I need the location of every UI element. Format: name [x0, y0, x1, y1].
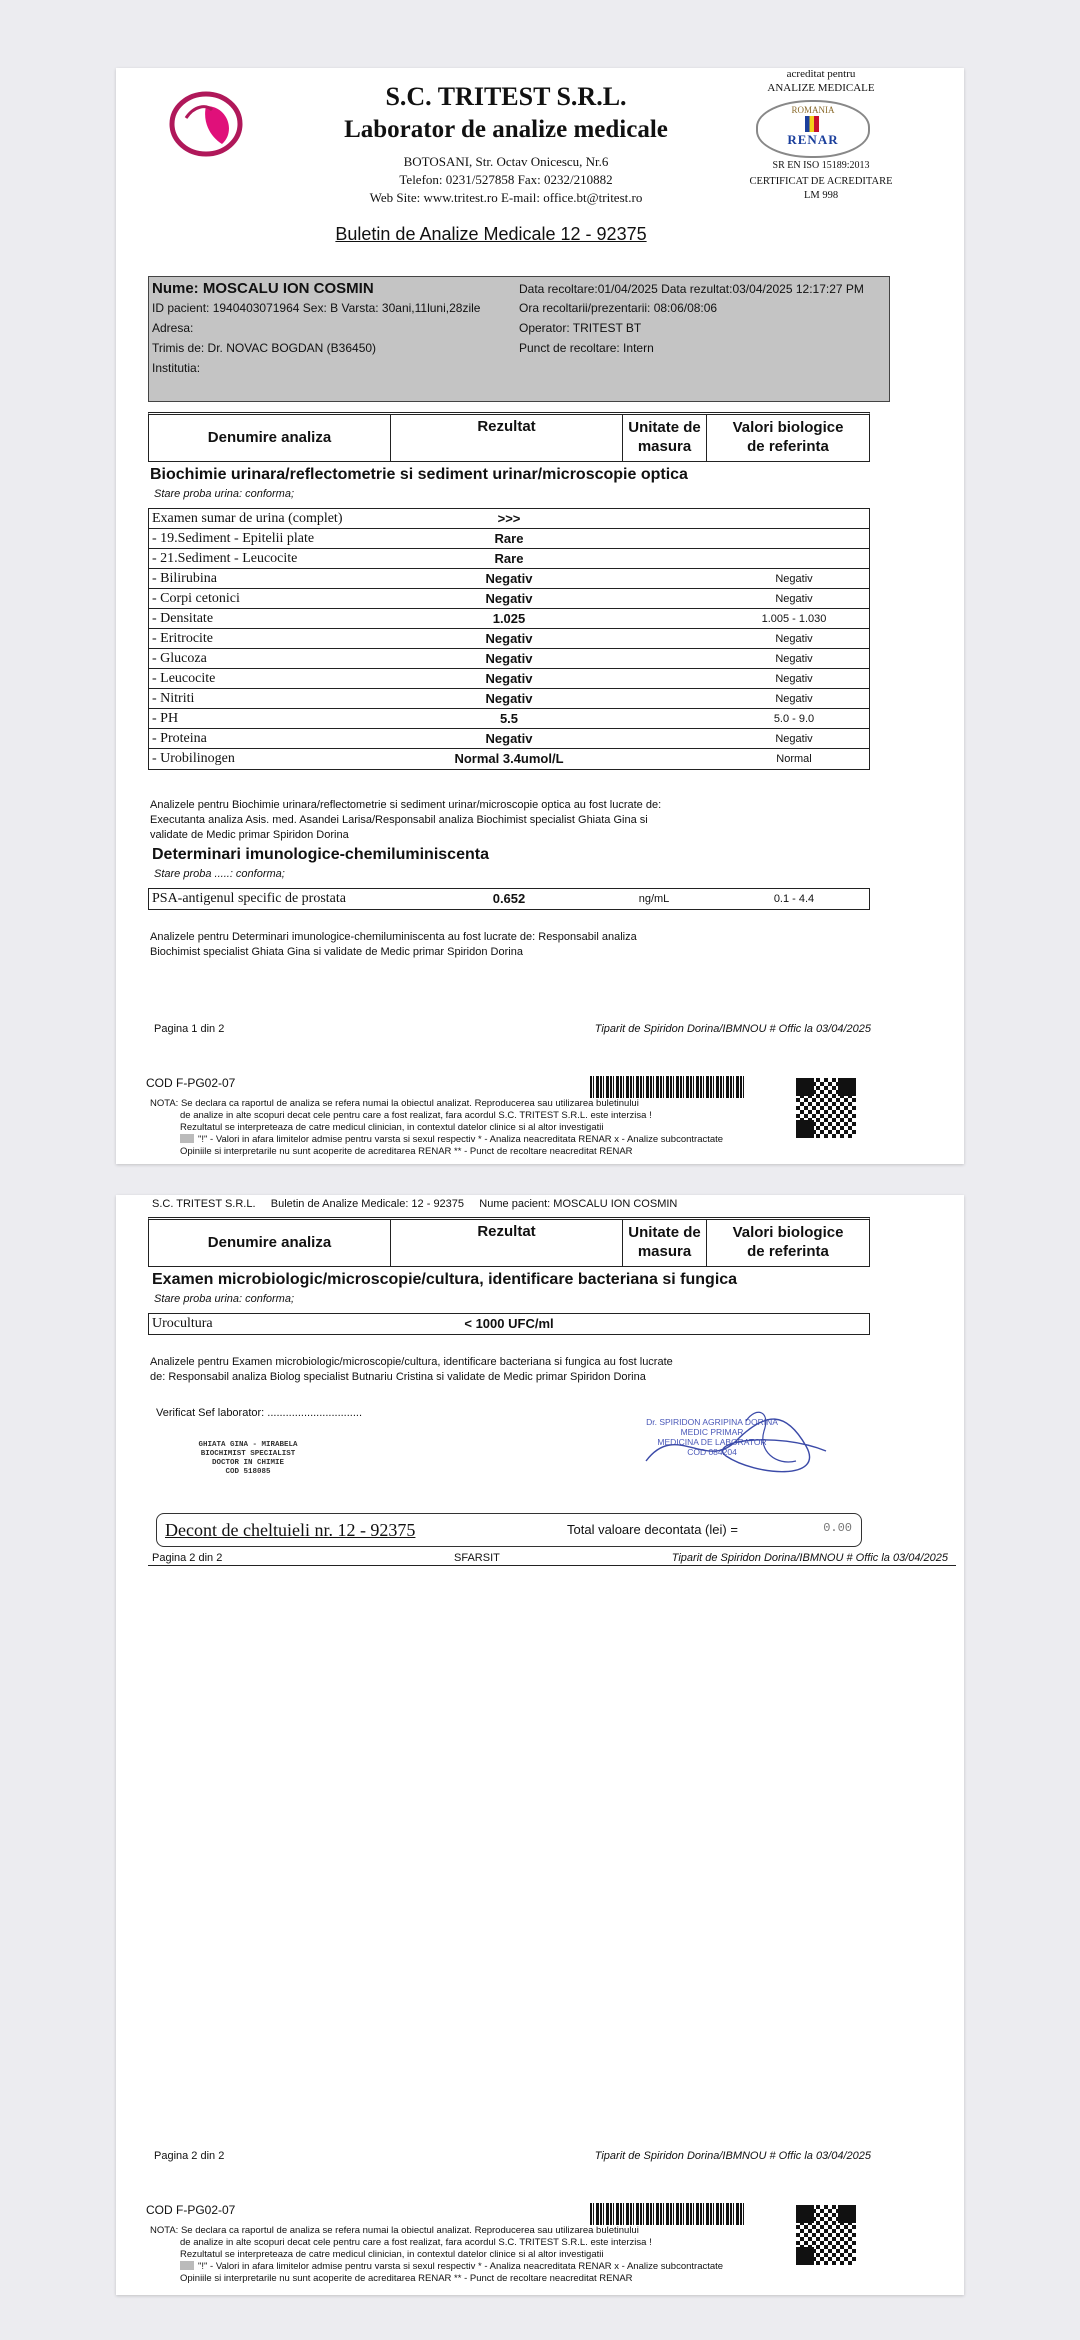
collection-hours: Ora recoltarii/prezentarii: 08:06/08:06 [519, 301, 718, 315]
accreditation-line2: ANALIZE MEDICALE [767, 82, 875, 94]
patient-info-box [148, 276, 890, 402]
lab-name: Laborator de analize medicale [344, 116, 668, 143]
table-row: - 19.Sediment - Epitelii plate Rare [149, 529, 869, 549]
legal-note: NOTA: Se declara ca raportul de analiza se refera numai la obiectul analizat. Reproducerea sau utilizarea buletinului de analize in alte scopuri decat cele pentru care a fost realizat, fara acordul S.C. TRITEST S.R.L. este interzisa ! Rezultatul se interpreteaza de catre medicul clinician, in contextul datelor clinice si al altor investigatii "!" - Valori in afara limitelor admise pentru varsta si sexul respectiv * - Analiza neacreditata RENAR x - Analize subcontractate Opiniile si interpretarile nu sunt acoperite de acreditarea RENAR ** - Punct de recoltare neacreditat RENAR [150, 1098, 724, 1157]
table-row: - Glucoza Negativ Negativ [149, 649, 869, 669]
total-value: 0.00 [823, 1521, 852, 1535]
page2-number-b: Pagina 2 din 2 [154, 2150, 225, 2162]
section1-title: Biochimie urinara/reflectometrie si sediment urinar/microscopie optica [150, 466, 688, 483]
col-result-header: Rezultat [391, 1220, 623, 1266]
accreditation-cert: CERTIFICAT DE ACREDITARE [749, 176, 893, 187]
micro-sample-state: Stare proba urina: conforma; [154, 1293, 295, 1305]
institution: Institutia: [152, 361, 201, 375]
page2-number-a: Pagina 2 din 2 [152, 1552, 223, 1564]
legal-note-p2: NOTA: Se declara ca raportul de analiza se refera numai la obiectul analizat. Reproducerea sau utilizarea buletinului de analize in alte scopuri decat cele pentru care a fost realizat, fara acordul S.C. TRITEST S.R.L. este interzisa ! Rezultatul se interpreteaza de catre medicul clinician, in contextul datelor clinice si al altor investigatii "!" - Valori in afara limitelor admise pentru varsta si sexul respectiv * - Analiza neacreditata RENAR x - Analize subcontractate Opiniile si interpretarile nu sunt acoperite de acreditarea RENAR ** - Punct de recoltare neacreditat RENAR [150, 2225, 724, 2284]
report-page-1 [116, 68, 964, 1164]
collection-point: Punct de recoltare: Intern [519, 341, 654, 355]
barcode-icon [590, 2203, 744, 2225]
patient-id: ID pacient: 1940403071964 Sex: B Varsta: 30ani,11luni,28zile [152, 301, 481, 315]
collection-dates: Data recoltare:01/04/2025 Data rezultat:03/04/2025 12:17:27 PM [519, 282, 864, 296]
table-row: - PH 5.5 5.0 - 9.0 [149, 709, 869, 729]
end-divider [148, 1565, 956, 1566]
section2-sample-state: Stare proba .....: conforma; [154, 868, 285, 880]
accreditation-lm: LM 998 [803, 190, 839, 201]
col-name-header: Denumire analiza [149, 1220, 391, 1266]
table-row: - Proteina Negativ Negativ [149, 729, 869, 749]
biochemist-stamp: GHIATA GINA - MIRABELA BIOCHIMIST SPECIALIST DOCTOR IN CHIMIE COD 518085 [198, 1441, 298, 1476]
patient-address: Adresa: [152, 321, 194, 335]
table-row: - 21.Sediment - Leucocite Rare [149, 549, 869, 569]
verified-by: Verificat Sef laborator: ............................... [156, 1407, 363, 1419]
patient-name: Nume: MOSCALU ION COSMIN [152, 280, 374, 297]
sent-by: Trimis de: Dr. NOVAC BOGDAN (B36450) [152, 341, 377, 355]
expense-statement-box [156, 1513, 862, 1547]
doctor-signature-icon [636, 1401, 836, 1481]
col-ref-header: Valori biologice de referinta [732, 1224, 844, 1260]
table-row: Urocultura < 1000 UFC/ml [152, 1316, 554, 1331]
table-row: - Urobilinogen Normal 3.4umol/L Normal [152, 751, 812, 766]
out-of-range-swatch [180, 1134, 194, 1143]
micro-section-title: Examen microbiologic/microscopie/cultura, identificare bacteriana si fungica [152, 1271, 738, 1288]
renar-country: ROMANIA [791, 105, 835, 115]
tritest-logo-icon [166, 88, 246, 160]
page1-printed-by: Tiparit de Spiridon Dorina/IBMNOU # Offic la 03/04/2025 [594, 1023, 871, 1035]
col-unit-header: Unitate de masura [623, 1220, 707, 1266]
page2-printed-by-a: Tiparit de Spiridon Dorina/IBMNOU # Offic la 03/04/2025 [671, 1552, 948, 1564]
end-marker: SFARSIT [454, 1552, 500, 1564]
qr-code-icon [794, 1076, 858, 1140]
urine-results-table [148, 508, 870, 770]
results-table-header [148, 412, 870, 462]
romania-crest-icon [805, 116, 819, 132]
section2-note: Analizele pentru Determinari imunologice-chemiluminiscenta au fost lucrate de: Responsabil analiza Biochimist specialist Ghiata Gina si validate de Medic primar Spiridon Dorina [150, 931, 637, 958]
micro-note: Analizele pentru Examen microbiologic/microscopie/cultura, identificare bacteriana si fungica au fost lucrate de: Responsabil analiza Biolog specialist Butnariu Cristina si validate de Medic primar Spiridon Dorina [150, 1356, 673, 1383]
col-result-header: Rezultat [391, 415, 623, 461]
lab-phone: Telefon: 0231/527858 Fax: 0232/210882 [399, 172, 613, 187]
renar-logo [756, 100, 870, 158]
table-row: - Nitriti Negativ Negativ [149, 689, 869, 709]
page1-number: Pagina 1 din 2 [154, 1023, 225, 1035]
expense-statement-label: Decont de cheltuieli nr. 12 - 92375 [165, 1520, 416, 1540]
total-label: Total valoare decontata (lei) = [567, 1522, 738, 1537]
immunology-results-table [148, 888, 870, 910]
page2-printed-by-b: Tiparit de Spiridon Dorina/IBMNOU # Offic la 03/04/2025 [594, 2150, 871, 2162]
report-page-2 [116, 1195, 964, 2295]
col-ref-header: Valori biologice de referinta [732, 419, 844, 455]
out-of-range-swatch [180, 2261, 194, 2270]
table-row: Examen sumar de urina (complet) >>> [149, 509, 869, 529]
col-unit-header: Unitate de masura [623, 415, 707, 461]
table-row: - Corpi cetonici Negativ Negativ [149, 589, 869, 609]
table-row: PSA-antigenul specific de prostata 0.652 ng/mL 0.1 - 4.4 [152, 891, 815, 906]
results-table-header-p2 [148, 1217, 870, 1267]
table-row: - Bilirubina Negativ Negativ [149, 569, 869, 589]
doctor-stamp: Dr. SPIRIDON AGRIPINA DORINA MEDIC PRIMAR MEDICINA DE LABORATOR COD 084204 [646, 1417, 778, 1457]
section1-sample-state: Stare proba urina: conforma; [154, 488, 295, 500]
operator: Operator: TRITEST BT [519, 321, 642, 335]
accreditation-standard: SR EN ISO 15189:2013 [772, 160, 870, 171]
lab-address: BOTOSANI, Str. Octav Onicescu, Nr.6 [403, 154, 609, 169]
section1-note: Analizele pentru Biochimie urinara/reflectometrie si sediment urinar/microscopie optica au fost lucrate de: Executanta analiza Asis. med. Asandei Larisa/Responsabil analiza Biochimist specialist Ghiata Gina si validate de Medic primar Spiridon Dorina [150, 799, 662, 841]
barcode-icon [590, 1076, 744, 1098]
micro-results-table [148, 1313, 870, 1335]
renar-text: RENAR [787, 132, 839, 147]
qr-code-icon [794, 2203, 858, 2267]
section2-title: Determinari imunologice-chemiluminiscenta [152, 846, 489, 863]
table-row: - Eritrocite Negativ Negativ [149, 629, 869, 649]
lab-web: Web Site: www.tritest.ro E-mail: office.bt@tritest.ro [369, 190, 643, 205]
table-row: - Densitate 1.025 1.005 - 1.030 [149, 609, 869, 629]
col-name-header: Denumire analiza [149, 415, 391, 461]
form-code: COD F-PG02-07 [146, 1076, 236, 1090]
accreditation-line1: acreditat pentru [786, 68, 856, 80]
running-header: S.C. TRITEST S.R.L. Buletin de Analize Medicale: 12 - 92375 Nume pacient: MOSCALU ION COSMIN [152, 1198, 678, 1210]
bulletin-title: Buletin de Analize Medicale 12 - 92375 [335, 224, 647, 244]
form-code-p2: COD F-PG02-07 [146, 2203, 236, 2217]
company-name: S.C. TRITEST S.R.L. [385, 82, 627, 111]
table-row: - Leucocite Negativ Negativ [149, 669, 869, 689]
